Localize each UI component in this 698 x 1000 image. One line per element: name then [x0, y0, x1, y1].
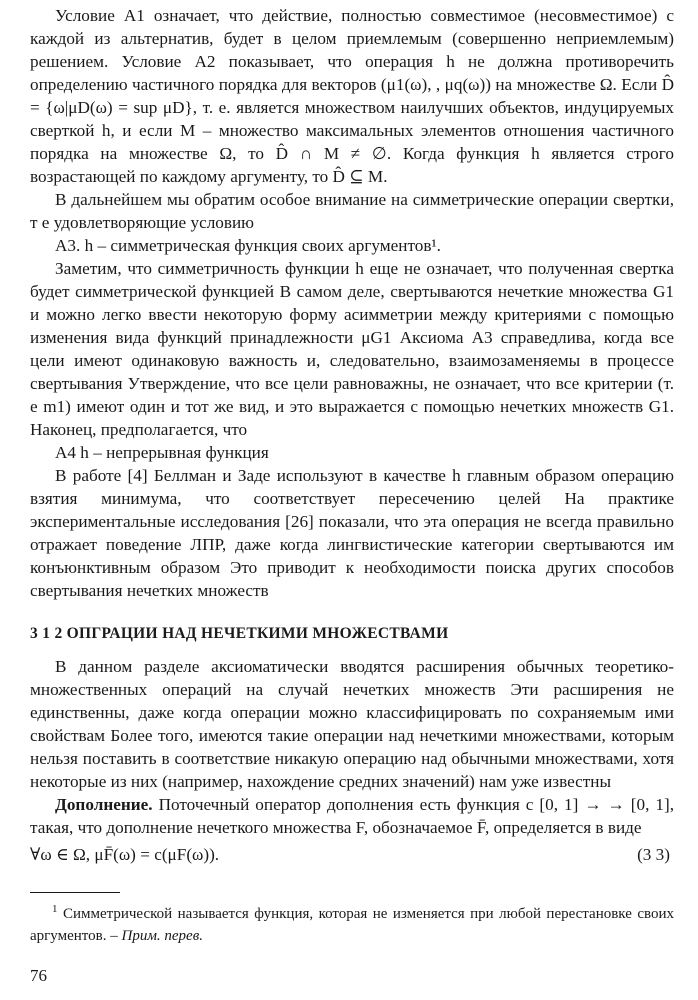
footnote-attribution: Прим. перев.	[121, 928, 203, 944]
complement-text: Поточечный оператор дополнения есть функция с [0, 1] → → [0, 1], такая, что дополнение нечеткого множества F, обозначаемое F̄, определяется в виде	[30, 795, 674, 837]
paragraph: В дальнейшем мы обратим особое внимание на симметрические операции свертки, т е удовлетворяющие условию	[30, 190, 674, 232]
page-body	[30, 4, 674, 947]
formula-expression: ∀ω ∈ Ω, μF̄(ω) = c(μF(ω)).	[30, 845, 220, 864]
paragraph: В данном разделе аксиоматически вводятся расширения обычных теоретико-множественных операций на случай нечетких множеств Эти расширения не единственны, даже когда операции можно классифицировать по сохраняемым ими свойствам Более того, имеются такие операции над нечеткими множествами, которым нельзя поставить в соответствие никакую операцию над обычными множествами, хотя некоторые из них (например, нахождение средних значений) нам уже известны	[30, 657, 674, 791]
heading-gap	[30, 645, 674, 655]
section-heading: 3 1 2 ОПГРАЦИИ НАД НЕЧЕТКИМИ МНОЖЕСТВАМИ	[30, 625, 449, 642]
complement-lead: Дополнение.	[55, 795, 153, 814]
paragraph: Заметим, что симметричность функции h еще не означает, что полученная свертка будет симметрической функцией В самом деле, свертываются нечеткие множества G1 и можно легко ввести некоторую форму асимметрии между критериями с помощью изменения вида функций принадлежности μG1 Аксиома А3 справедлива, когда все цели имеют одинаковую важность и, следовательно, взаимозаменяемы в процессе свертывания Утверждение, что все цели равноважны, не означает, что все критерии (т. е m1) имеют один и тот же вид, и это выражается с помощью нечетких множеств G1. Наконец, предполагается, что	[30, 259, 674, 439]
footnote-mark: 1	[52, 903, 58, 915]
footnote	[30, 903, 674, 947]
paragraph: А4 h – непрерывная функция	[55, 443, 269, 462]
formula-number: (3 3)	[637, 845, 670, 864]
paragraph: А3. h – симметрическая функция своих аргументов¹.	[55, 236, 441, 255]
paragraph: В работе [4] Беллман и Заде используют в качестве h главным образом операцию взятия минимума, что соответствует пересечению целей На практике экспериментальные исследования [26] показали, что эта операция не всегда правильно отражает поведение ЛПР, даже когда лингвистические категории свертываются им конъюнктивным образом Это приводит к необходимости поиска других способов свертывания нечетких множеств	[30, 466, 674, 600]
paragraph: Условие А1 означает, что действие, полностью совместимое (несовместимое) с каждой из альтернатив, будет в целом приемлемым (совершенно неприемлемым) решением. Условие А2 показывает, что операция h не должна противоречить определению частичного порядка для векторов (μ1(ω), , μq(ω)) на множестве Ω. Если D̂ = {ω|μD(ω) = sup μD}, т. е. является множеством наилучших объектов, индуцируемых сверткой h, и если M – множество максимальных элементов отношения частичного порядка на множестве Ω, то D̂ ∩ M ≠ ∅. Когда функция h является строго возрастающей по каждому аргументу, то D̂ ⊆ M.	[30, 6, 674, 186]
footnote-text: Симметрической называется функция, которая не изменяется при любой перестановке своих аргументов. –	[30, 906, 674, 944]
page-number: 76	[30, 966, 47, 985]
complement-paragraph	[30, 793, 674, 839]
footnote-divider	[30, 892, 120, 893]
formula-3-3	[30, 843, 674, 866]
section-gap	[30, 602, 674, 622]
